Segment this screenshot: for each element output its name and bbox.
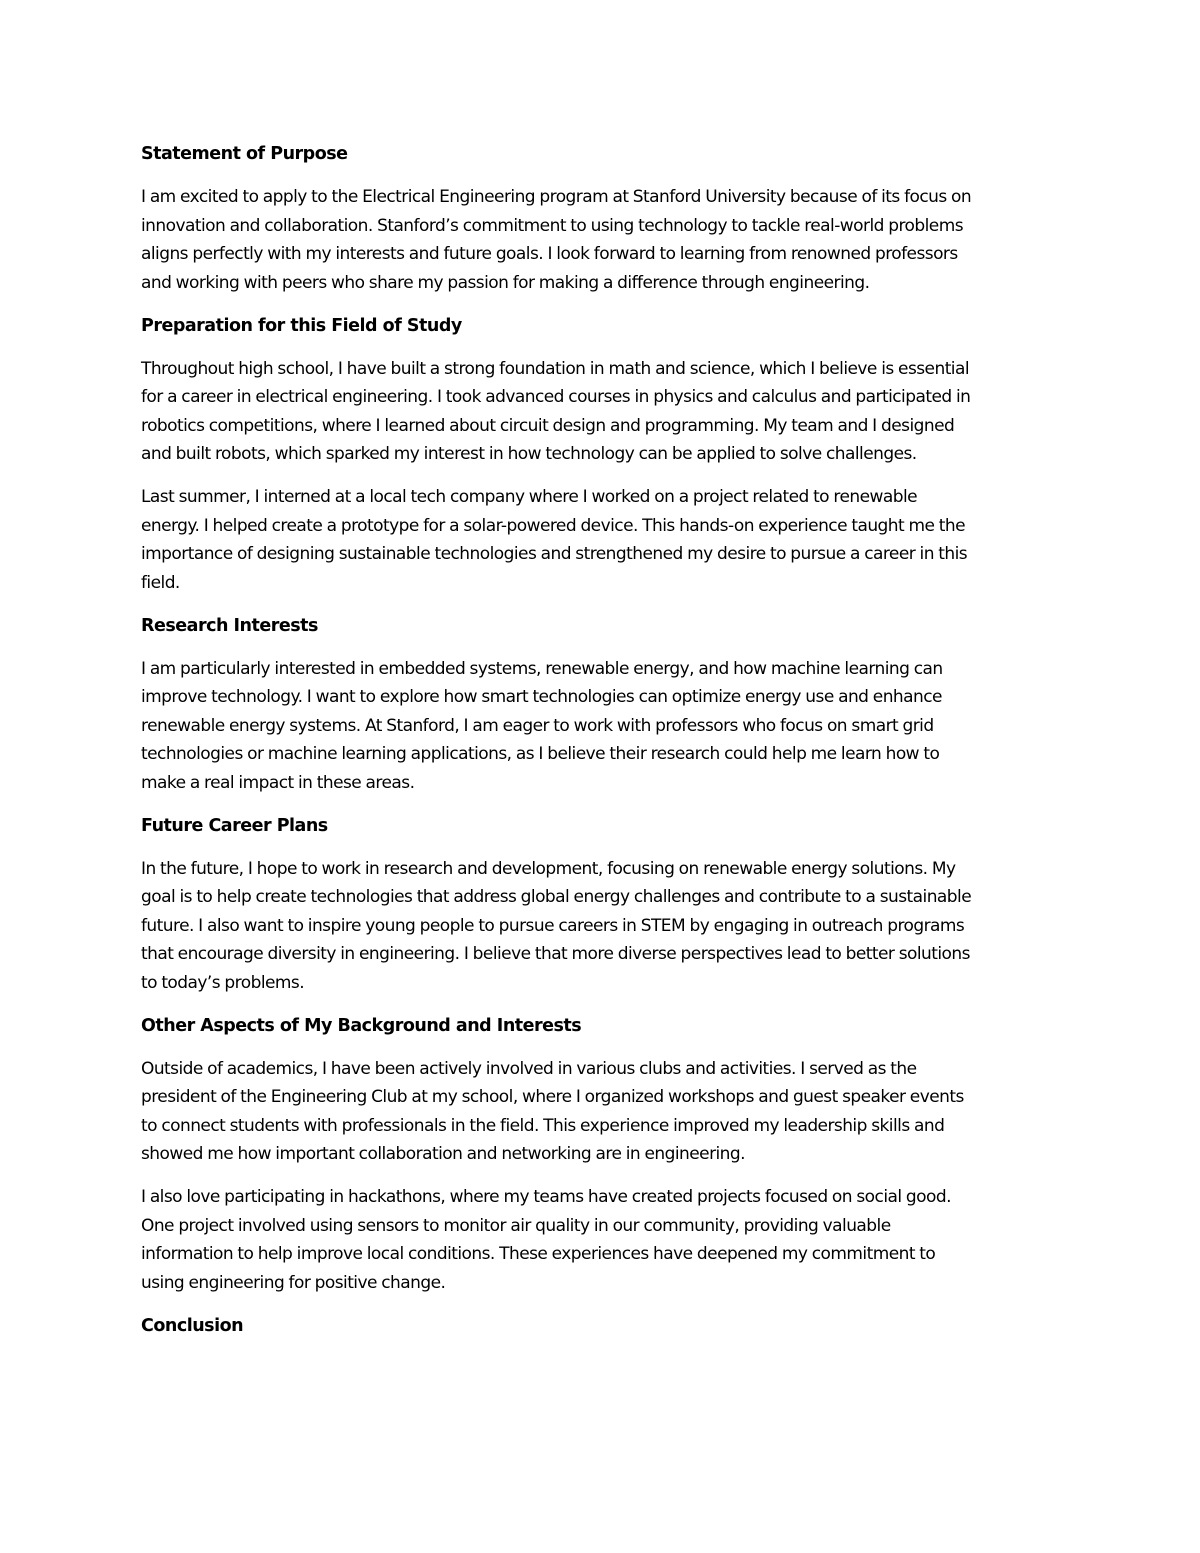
- text-line: future. I also want to inspire young people to pursue careers in STEM by engaging in outreach programs: [141, 915, 965, 936]
- text-line: I am excited to apply to the Electrical Engineering program at Stanford University because of its focus on: [141, 187, 972, 207]
- paragraph: [141, 1055, 1061, 1169]
- paragraph: [141, 355, 1061, 469]
- text-line: I also love participating in hackathons, where my teams have created projects focused on social good.: [141, 1187, 951, 1207]
- text-line: technologies or machine learning applications, as I believe their research could help me learn how to: [141, 744, 940, 764]
- text-line: I am particularly interested in embedded systems, renewable energy, and how machine learning can: [141, 658, 943, 679]
- text-line: to connect students with professionals in the field. This experience improved my leadership skills and: [141, 1115, 945, 1136]
- text-line: for a career in electrical engineering. I took advanced courses in physics and calculus and participated in: [141, 387, 971, 407]
- text-line: president of the Engineering Club at my school, where I organized workshops and guest speaker events: [141, 1087, 964, 1107]
- section-heading: Statement of Purpose: [141, 144, 348, 164]
- text-line: Outside of academics, I have been actively involved in various clubs and activities. I served as the: [141, 1058, 917, 1079]
- text-line: information to help improve local conditions. These experiences have deepened my commitment to: [141, 1244, 936, 1264]
- document-body: [141, 140, 1061, 1355]
- section-heading: Research Interests: [141, 615, 318, 636]
- section-heading: Future Career Plans: [141, 815, 328, 836]
- text-line: make a real impact in these areas.: [141, 772, 415, 793]
- paragraph: [141, 655, 1061, 798]
- section-heading: Other Aspects of My Background and Interests: [141, 1015, 582, 1036]
- text-line: goal is to help create technologies that address global energy challenges and contribute to a sustainable: [141, 887, 972, 907]
- text-line: using engineering for positive change.: [141, 1272, 446, 1293]
- text-line: aligns perfectly with my interests and future goals. I look forward to learning from renowned professors: [141, 244, 958, 264]
- paragraph: [141, 183, 1061, 297]
- text-line: Last summer, I interned at a local tech company where I worked on a project related to renewable: [141, 487, 918, 507]
- text-line: that encourage diversity in engineering. I believe that more diverse perspectives lead to better solutions: [141, 944, 970, 964]
- text-line: showed me how important collaboration and networking are in engineering.: [141, 1144, 746, 1164]
- text-line: renewable energy systems. At Stanford, I am eager to work with professors who focus on smart grid: [141, 715, 934, 736]
- paragraph: [141, 483, 1061, 597]
- text-line: field.: [141, 572, 180, 593]
- text-line: innovation and collaboration. Stanford’s commitment to using technology to tackle real-world problems: [141, 215, 964, 236]
- section-heading: Conclusion: [141, 1315, 244, 1336]
- text-line: importance of designing sustainable technologies and strengthened my desire to pursue a career in this: [141, 544, 968, 564]
- text-line: Throughout high school, I have built a strong foundation in math and science, which I believe is essential: [141, 358, 970, 379]
- text-line: and built robots, which sparked my interest in how technology can be applied to solve challenges.: [141, 444, 917, 464]
- text-line: robotics competitions, where I learned about circuit design and programming. My team and I designed: [141, 415, 955, 436]
- text-line: improve technology. I want to explore how smart technologies can optimize energy use and enhance: [141, 687, 942, 707]
- paragraph: [141, 855, 1061, 998]
- paragraph: [141, 1183, 1061, 1297]
- text-line: energy. I helped create a prototype for a solar-powered device. This hands-on experience taught me the: [141, 515, 966, 536]
- section-heading: Preparation for this Field of Study: [141, 315, 462, 336]
- text-line: to today’s problems.: [141, 972, 305, 993]
- text-line: In the future, I hope to work in research and development, focusing on renewable energy solutions. My: [141, 858, 956, 879]
- text-line: and working with peers who share my passion for making a difference through engineering.: [141, 272, 870, 293]
- text-line: One project involved using sensors to monitor air quality in our community, providing valuable: [141, 1215, 891, 1236]
